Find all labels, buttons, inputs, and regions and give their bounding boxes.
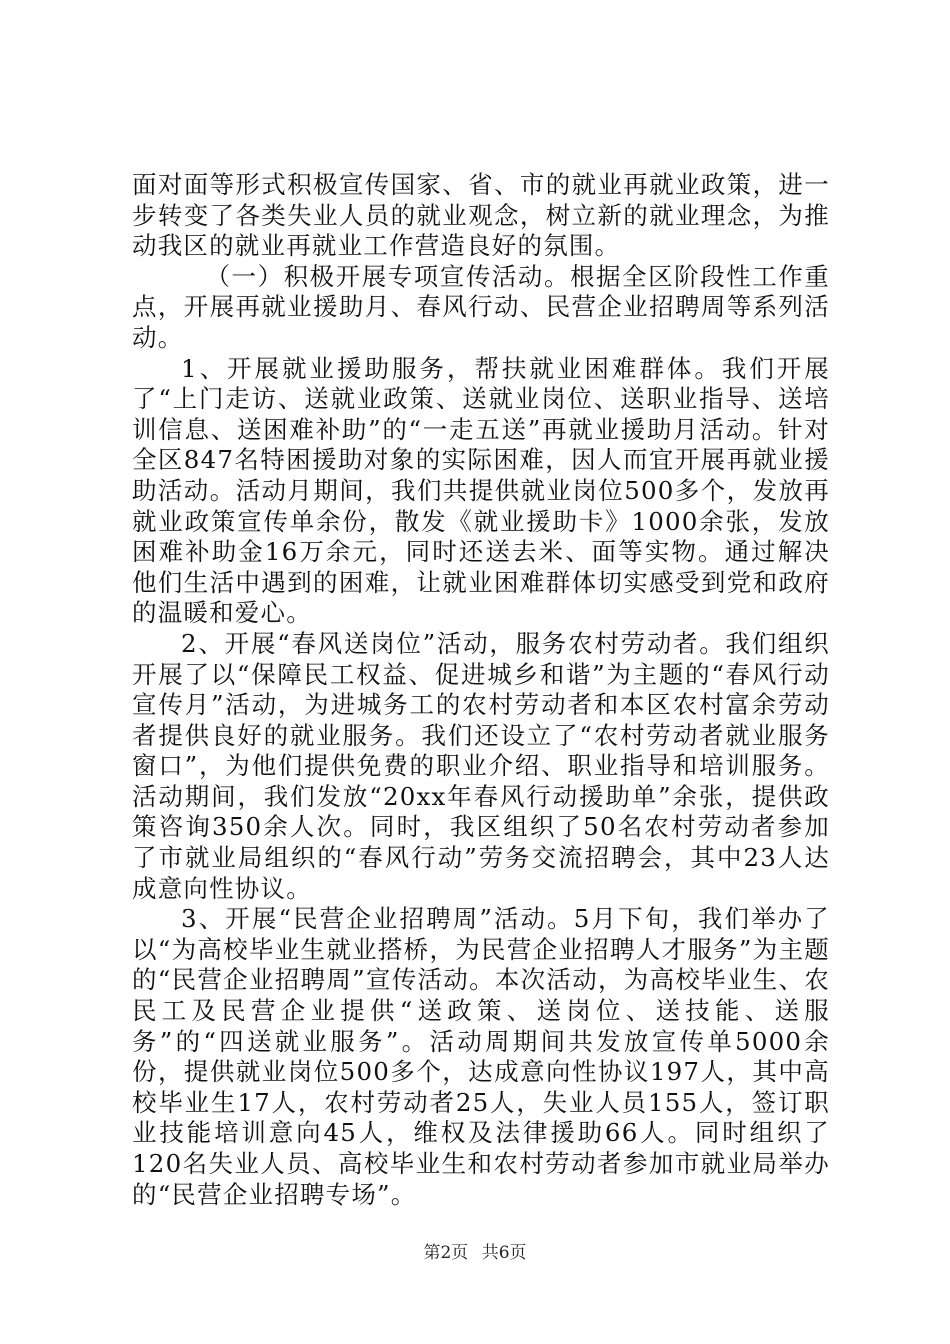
- page-footer: [0, 1238, 950, 1263]
- paragraph-item-3-private-enterprise-week: 3、开展“民营企业招聘周”活动。5月下旬，我们举办了以“为高校毕业生就业搭桥，为民营企业招聘人才服务”为主题的“民营企业招聘周”宣传活动。本次活动，为高校毕业生、农民工及民营企业提供“送政策、送岗位、送技能、送服务”的“四送就业服务”。活动周期间共发放宣传单5000余份，提供就业岗位500多个，达成意向性协议197人，其中高校毕业生17人，农村劳动者25人，失业人员155人，签订职业技能培训意向45人，维权及法律援助66人。同时组织了120名失业人员、高校毕业生和农村劳动者参加市就业局举办的“民营企业招聘专场”。: [132, 904, 830, 1209]
- paragraph-item-1-employment-assistance: 1、开展就业援助服务，帮扶就业困难群体。我们开展了“上门走访、送就业政策、送就业岗位、送职业指导、送培训信息、送困难补助”的“一走五送”再就业援助月活动。针对全区847名特困援助对象的实际困难，因人而宜开展再就业援助活动。活动月期间，我们共提供就业岗位500多个，发放再就业政策宣传单余份，散发《就业援助卡》1000余张，发放困难补助金16万余元，同时还送去米、面等实物。通过解决他们生活中遇到的困难，让就业困难群体切实感受到党和政府的温暖和爱心。: [132, 353, 830, 628]
- document-body: [132, 170, 830, 1210]
- paragraph-item-2-spring-breeze: 2、开展“春风送岗位”活动，服务农村劳动者。我们组织开展了以“保障民工权益、促进城乡和谐”为主题的“春风行动宣传月”活动，为进城务工的农村劳动者和本区农村富余劳动者提供良好的就业服务。我们还设立了“农村劳动者就业服务窗口”，为他们提供免费的职业介绍、职业指导和培训服务。活动期间，我们发放“20xx年春风行动援助单”余张，提供政策咨询350余人次。同时，我区组织了50名农村劳动者参加了市就业局组织的“春风行动”劳务交流招聘会，其中23人达成意向性协议。: [132, 628, 830, 903]
- page-number-current: 第2页: [423, 1243, 469, 1263]
- paragraph-policy-intro: 面对面等形式积极宣传国家、省、市的就业再就业政策，进一步转变了各类失业人员的就业观念，树立新的就业理念，为推动我区的就业再就业工作营造良好的氛围。: [132, 170, 830, 261]
- page-number-total: 共6页: [481, 1243, 527, 1263]
- paragraph-section-one-heading: （一）积极开展专项宣传活动。根据全区阶段性工作重点，开展再就业援助月、春风行动、民营企业招聘周等系列活动。: [132, 261, 830, 352]
